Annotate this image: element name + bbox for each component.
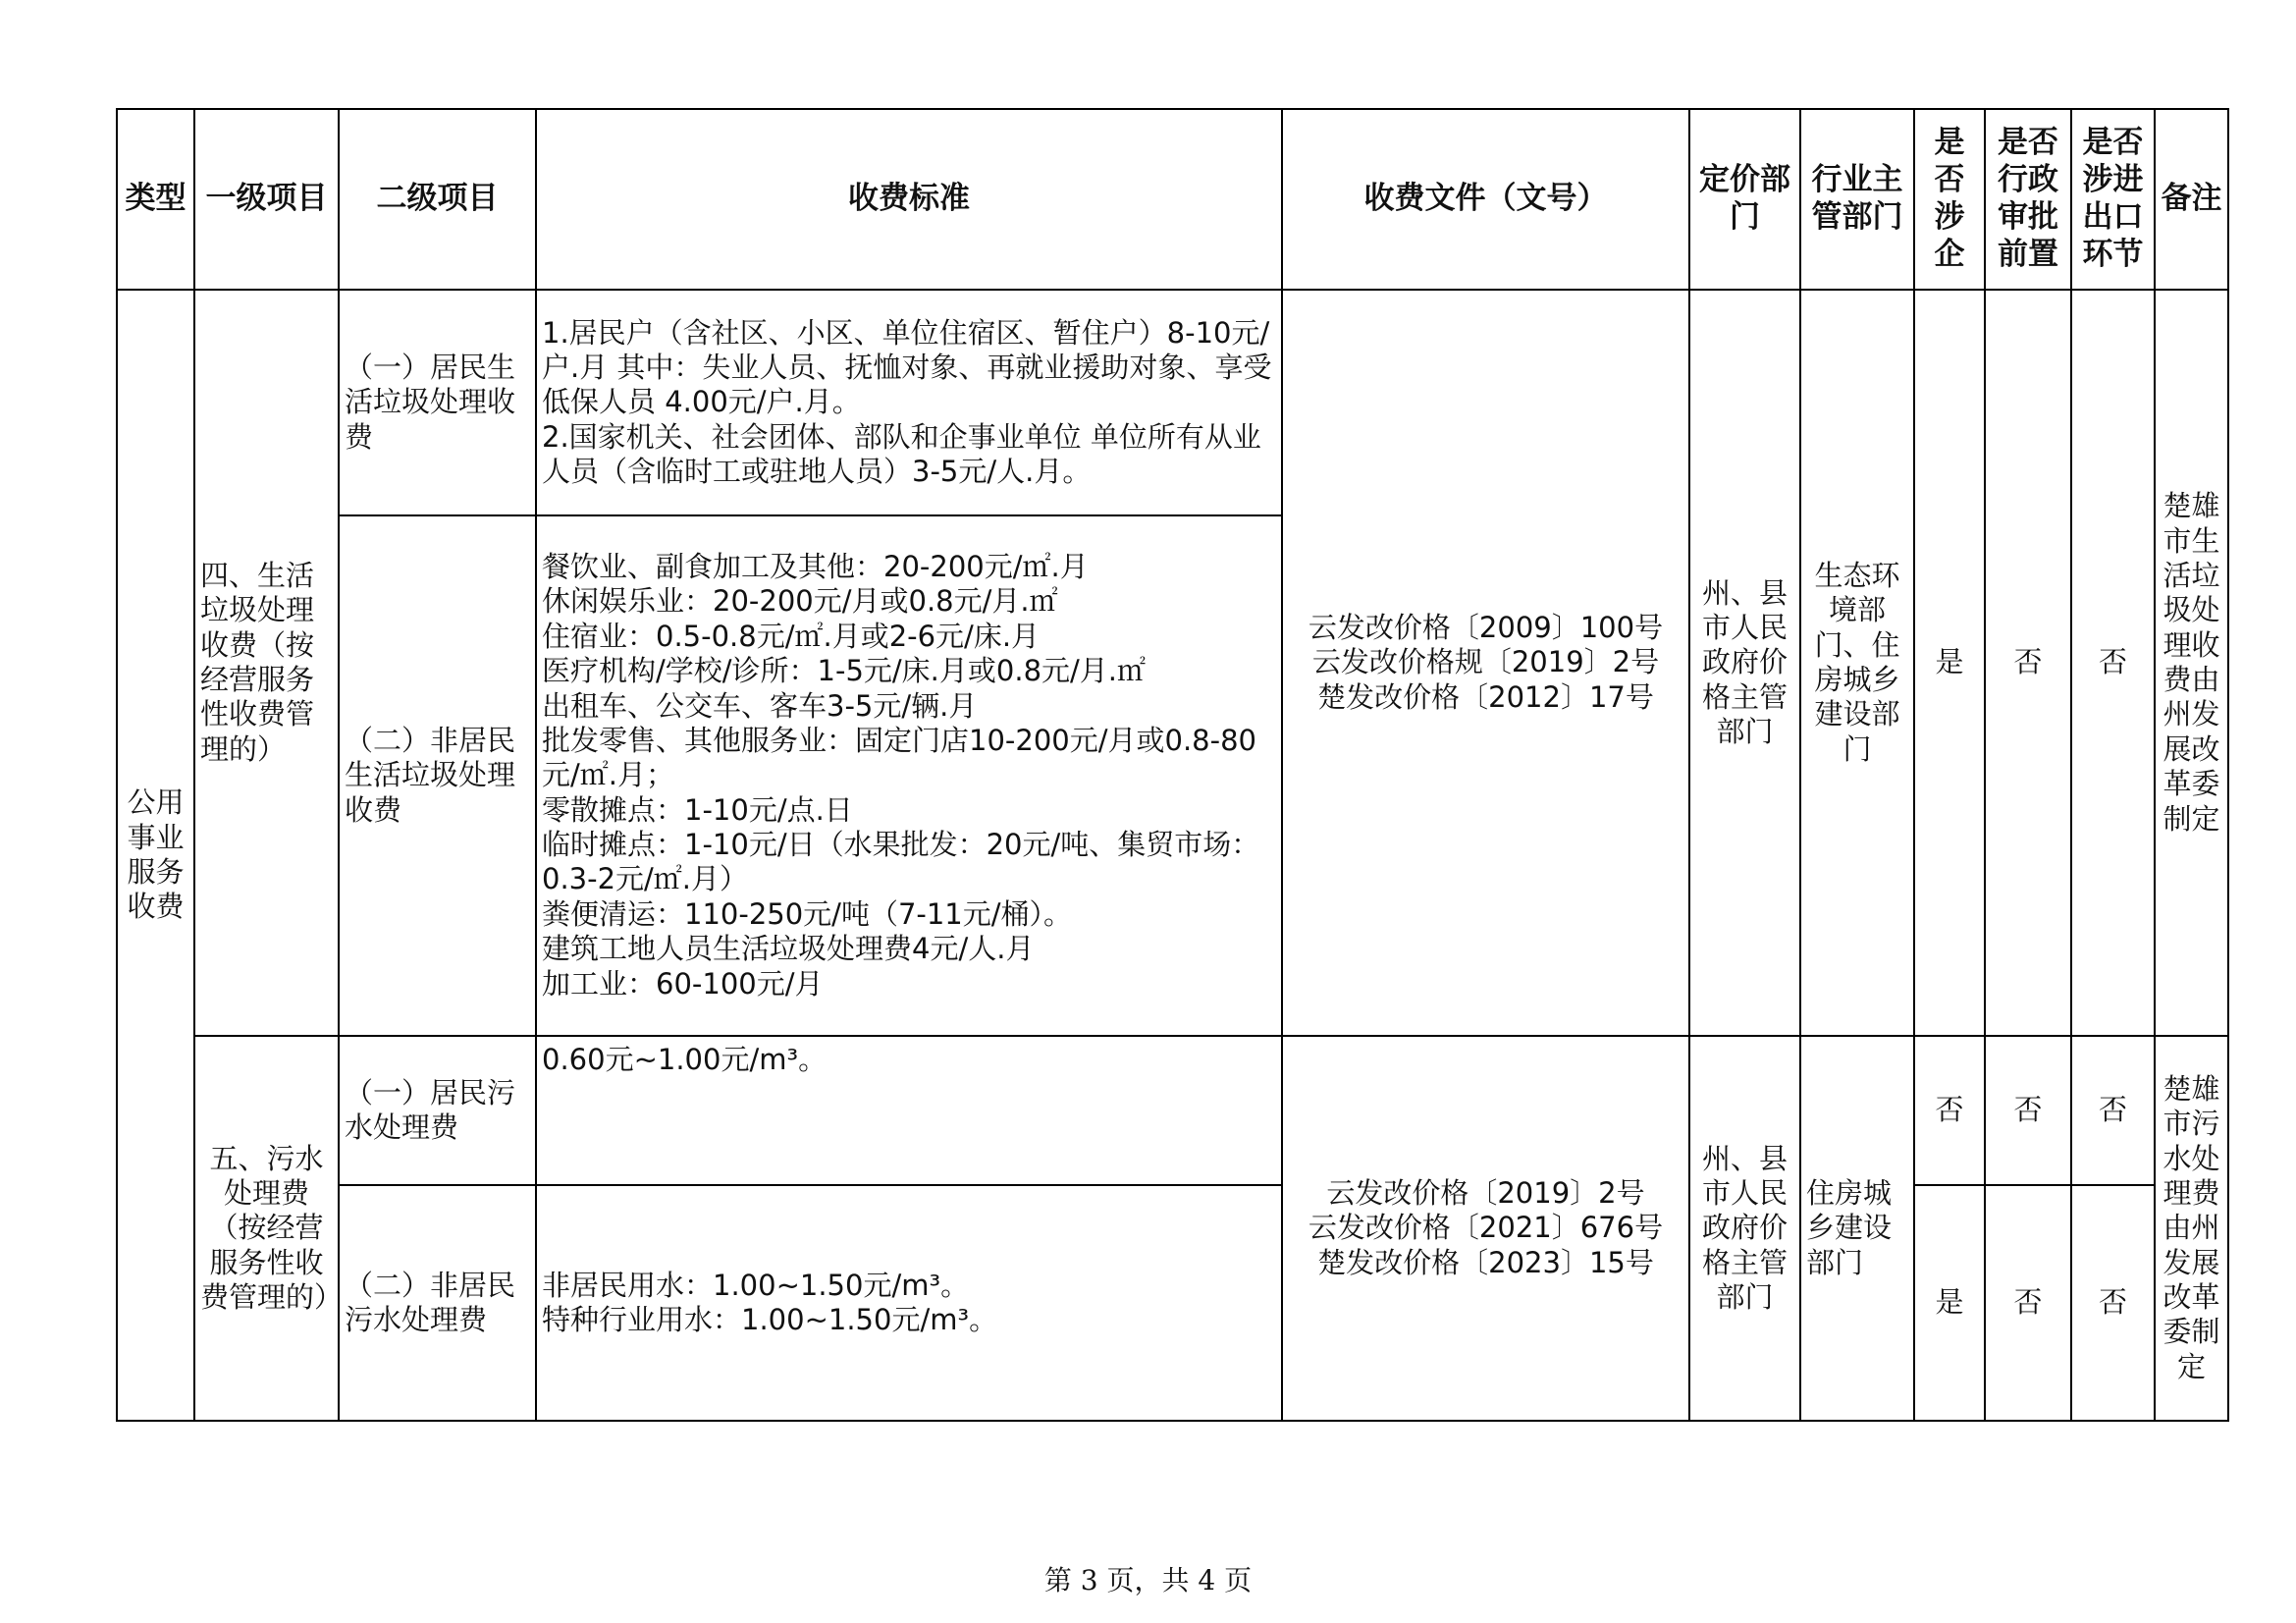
standard-resident-sewage bbox=[536, 1036, 1282, 1185]
standard-line: 零散摊点：1-10元/点.日 bbox=[542, 792, 853, 827]
standard-line: 建筑工地人员生活垃圾处理费4元/人.月 bbox=[542, 932, 1035, 966]
document-ref: 楚发改价格〔2012〕17号 bbox=[1317, 679, 1654, 714]
supervisor-sewage: 住房城乡建设部门 bbox=[1800, 1036, 1914, 1421]
header-pricing-dept: 定价部门 bbox=[1689, 109, 1800, 290]
import-export-garbage: 否 bbox=[2071, 290, 2155, 1036]
admin-approval-garbage: 否 bbox=[1985, 290, 2071, 1036]
supervisor-garbage: 生态环境部门、住房城乡建设部门 bbox=[1800, 290, 1914, 1036]
standard-line: 非居民用水：1.00~1.50元/m³。 bbox=[542, 1268, 970, 1302]
header-admin-approval: 是否行政审批前置 bbox=[1985, 109, 2071, 290]
category-cell: 公用事业服务收费 bbox=[117, 290, 194, 1421]
standard-line: 餐饮业、副食加工及其他：20-200元/㎡.月 bbox=[542, 550, 1089, 584]
standard-nonresident-garbage bbox=[536, 515, 1282, 1036]
standard-line: 1.居民户（含社区、小区、单位住宿区、暂住户）8-10元/户.月 其中：失业人员、抚恤对象、再就业援助对象、享受低保人员 4.00元/户.月。 bbox=[542, 315, 1272, 419]
level2-resident-sewage: （一）居民污水处理费 bbox=[339, 1036, 536, 1185]
level2-nonresident-garbage: （二）非居民生活垃圾处理收费 bbox=[339, 515, 536, 1036]
admin-approval-resident-sewage: 否 bbox=[1985, 1036, 2071, 1185]
standard-line: 批发零售、其他服务业：固定门店10-200元/月或0.8-80元/㎡.月； bbox=[542, 723, 1256, 792]
level2-resident-garbage: （一）居民生活垃圾处理收费 bbox=[339, 290, 536, 515]
header-remarks: 备注 bbox=[2155, 109, 2228, 290]
level2-nonresident-sewage: （二）非居民污水处理费 bbox=[339, 1185, 536, 1421]
standard-line: 特种行业用水：1.00~1.50元/m³。 bbox=[542, 1303, 998, 1336]
document-ref: 云发改价格规〔2019〕2号 bbox=[1311, 645, 1660, 679]
page-number-footer: 第 3 页，共 4 页 bbox=[1043, 1564, 1253, 1596]
header-level1: 一级项目 bbox=[194, 109, 339, 290]
pricing-dept-sewage: 州、县市人民政府价格主管部门 bbox=[1689, 1036, 1800, 1421]
standard-line: 加工业：60-100元/月 bbox=[542, 966, 824, 1001]
admin-approval-nonresident-sewage: 否 bbox=[1985, 1185, 2071, 1421]
header-level2: 二级项目 bbox=[339, 109, 536, 290]
standard-nonresident-sewage bbox=[536, 1185, 1282, 1421]
involves-enterprise-nonresident-sewage: 是 bbox=[1914, 1185, 1985, 1421]
table-row bbox=[117, 290, 2228, 515]
fee-table bbox=[116, 108, 2229, 1422]
documents-sewage bbox=[1282, 1036, 1689, 1421]
header-document: 收费文件（文号） bbox=[1282, 109, 1689, 290]
document-ref: 楚发改价格〔2023〕15号 bbox=[1317, 1245, 1654, 1279]
table-row bbox=[117, 1036, 2228, 1185]
standard-line: 出租车、公交车、客车3-5元/辆.月 bbox=[542, 688, 978, 723]
standard-resident-garbage bbox=[536, 290, 1282, 515]
level1-garbage: 四、生活垃圾处理收费（按经营服务性收费管理的） bbox=[194, 290, 339, 1036]
pricing-dept-garbage: 州、县市人民政府价格主管部门 bbox=[1689, 290, 1800, 1036]
header-involves-enterprise: 是否涉企 bbox=[1914, 109, 1985, 290]
standard-line: 粪便清运：110-250元/吨（7-11元/桶）。 bbox=[542, 896, 1073, 931]
documents-garbage bbox=[1282, 290, 1689, 1036]
remarks-garbage: 楚雄市生活垃圾处理收费由州发展改革委制定 bbox=[2155, 290, 2228, 1036]
remarks-sewage: 楚雄市污水处理费由州发展改革委制定 bbox=[2155, 1036, 2228, 1421]
header-standard: 收费标准 bbox=[536, 109, 1282, 290]
level1-sewage: 五、污水处理费（按经营服务性收费管理的） bbox=[194, 1036, 339, 1421]
standard-line: 休闲娱乐业：20-200元/月或0.8元/月.㎡ bbox=[542, 584, 1058, 619]
involves-enterprise-resident-sewage: 否 bbox=[1914, 1036, 1985, 1185]
import-export-resident-sewage: 否 bbox=[2071, 1036, 2155, 1185]
standard-line: 临时摊点：1-10元/日（水果批发：20元/吨、集贸市场：0.3-2元/㎡.月） bbox=[542, 828, 1260, 896]
import-export-nonresident-sewage: 否 bbox=[2071, 1185, 2155, 1421]
standard-line: 医疗机构/学校/诊所：1-5元/床.月或0.8元/月.㎡ bbox=[542, 654, 1147, 688]
involves-enterprise-garbage: 是 bbox=[1914, 290, 1985, 1036]
standard-line: 0.60元~1.00元/m³。 bbox=[542, 1043, 828, 1076]
document-ref: 云发改价格〔2019〕2号 bbox=[1326, 1175, 1645, 1210]
header-supervisor: 行业主管部门 bbox=[1800, 109, 1914, 290]
header-type: 类型 bbox=[117, 109, 194, 290]
standard-line: 2.国家机关、社会团体、部队和企事业单位 单位所有从业人员（含临时工或驻地人员）3-5元/人.月。 bbox=[542, 419, 1261, 489]
standard-line: 住宿业：0.5-0.8元/㎡.月或2-6元/床.月 bbox=[542, 619, 1041, 653]
document-ref: 云发改价格〔2009〕100号 bbox=[1308, 610, 1664, 644]
header-import-export: 是否涉进出口环节 bbox=[2071, 109, 2155, 290]
document-ref: 云发改价格〔2021〕676号 bbox=[1308, 1211, 1664, 1245]
table-header-row bbox=[117, 109, 2228, 290]
